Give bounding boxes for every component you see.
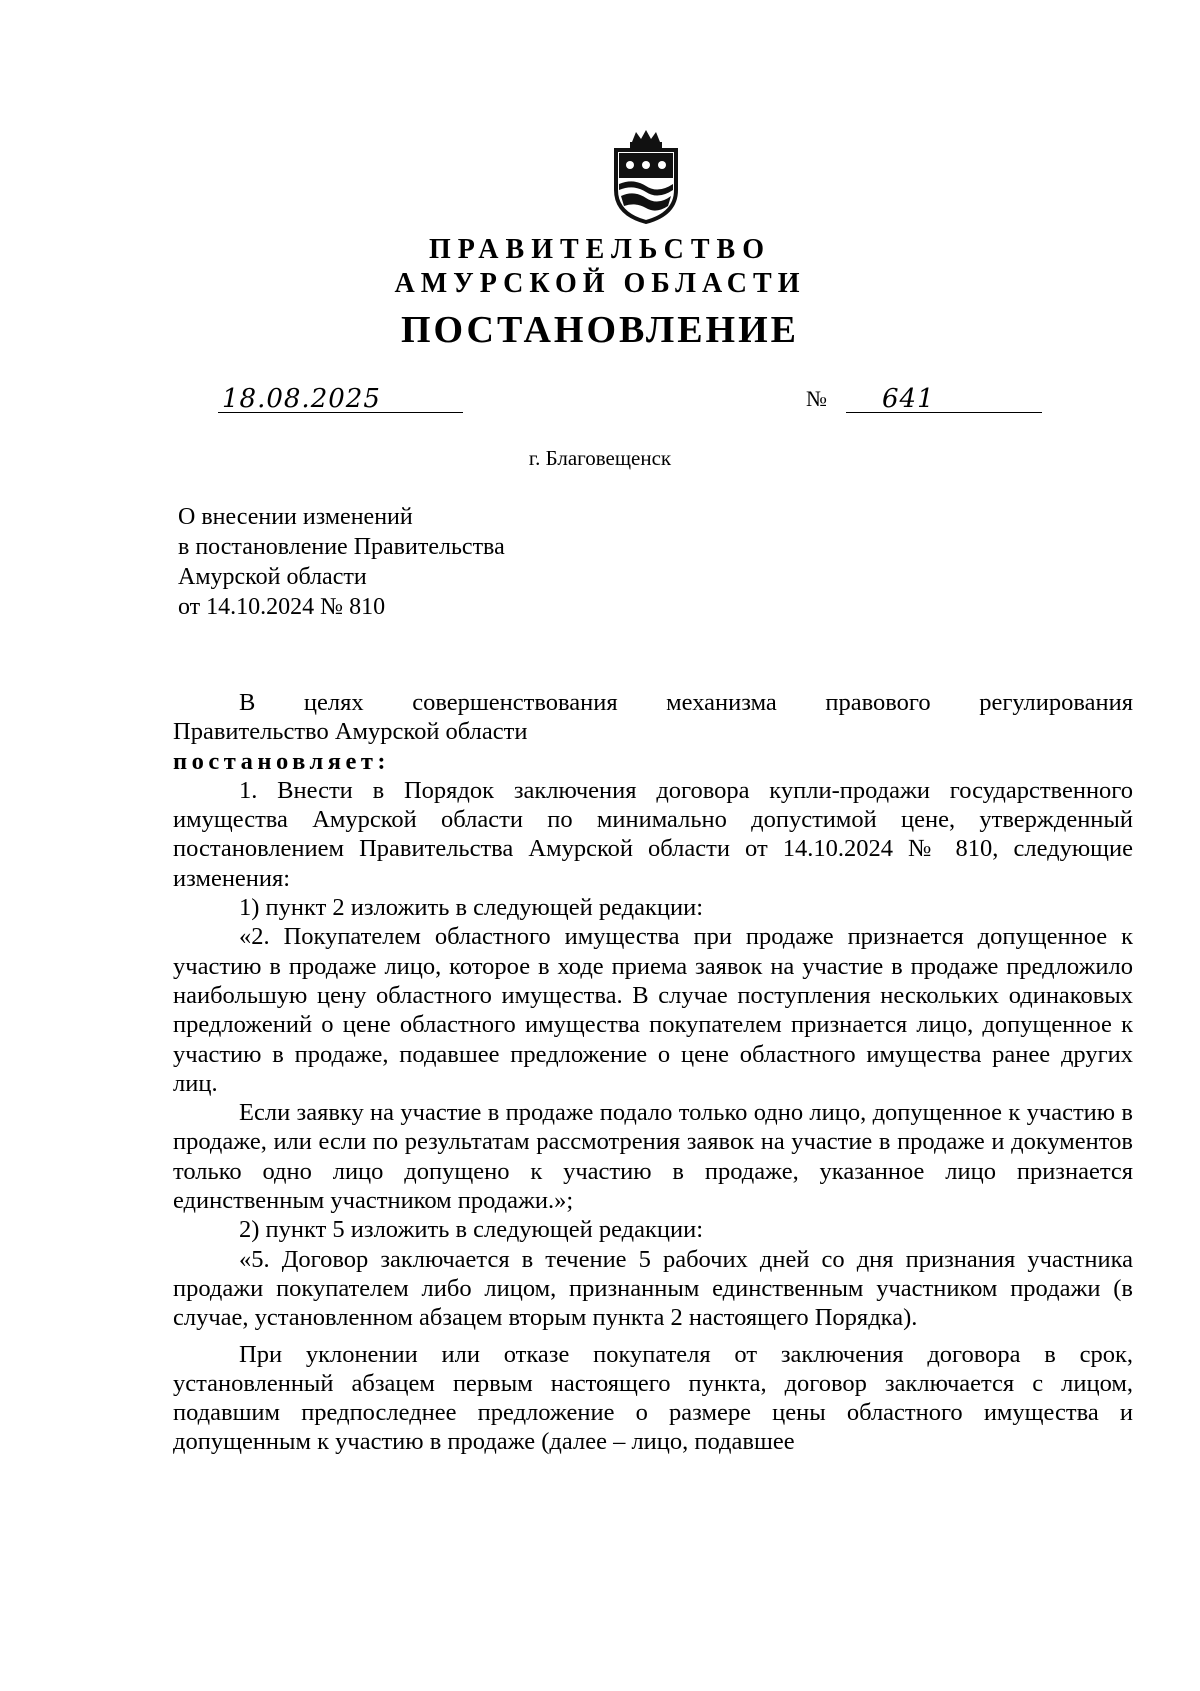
government-title-line1: ПРАВИТЕЛЬСТВО	[429, 234, 771, 265]
subject-line: в постановление Правительства	[178, 534, 505, 560]
decree-word: постановляет:	[173, 747, 391, 775]
document-body	[173, 688, 1133, 1457]
handwritten-date: 18.08.2025	[222, 384, 381, 414]
government-title-line2: АМУРСКОЙ ОБЛАСТИ	[394, 268, 806, 299]
preamble-line1: В целях совершенствования механизма правового регулирования	[239, 689, 1133, 716]
paragraph-point-5-text: «5. Договор заключается в течение 5 рабочих дней со дня признания участника продажи покупателем либо лицом, признанным единственным участником продажи (в случае, установленном абзацем вторым пункта 2 настоящего Порядка).	[173, 1245, 1133, 1332]
subject-line: О внесении изменений	[178, 504, 413, 530]
document-type-title: ПОСТАНОВЛЕНИЕ	[400, 309, 800, 351]
subject-line: Амурской области	[178, 564, 367, 590]
paragraph-point-5-second: При уклонении или отказе покупателя от заключения договора в срок, установленный абзацем первым настоящего пункта, договор заключается с лицом, подавшим предпоследнее предложение о размере цены областного имущества и допущенным к участию в продаже (далее – лицо, подавшее	[173, 1340, 1133, 1456]
paragraph-point-2-second: Если заявку на участие в продаже подало только одно лицо, допущенное к участию в продаже, или если по результатам рассмотрения заявок на участие в продаже и документов только одно лицо допущено к участию в продаже, указанное лицо признается единственным участником продажи.»;	[173, 1099, 1133, 1215]
amur-region-coat-of-arms-icon	[608, 128, 684, 224]
city-name: г. Благовещенск	[528, 446, 672, 470]
handwritten-number: 641	[882, 384, 935, 414]
paragraph-subitem-2: 2) пункт 5 изложить в следующей редакции:	[239, 1216, 704, 1244]
paragraph-subitem-1: 1) пункт 2 изложить в следующей редакции:	[239, 894, 704, 922]
document-subject	[178, 502, 505, 622]
preamble-line2: Правительство Амурской области	[173, 718, 528, 746]
number-field	[846, 384, 1042, 414]
paragraph-point-2-text: «2. Покупателем областного имущества при продаже признается допущенное к участию в продаже лицо, которое в ходе приема заявок на участие в продаже предложило наибольшую цену областного имущества. В случае поступления нескольких одинаковых предложений о цене областного имущества покупателем признается лицо, допущенное к участию в продаже, подавшее предложение о цене областного имущества ранее других лиц.	[173, 923, 1133, 1097]
number-sign: №	[806, 386, 827, 411]
subject-line: от 14.10.2024 № 810	[178, 594, 386, 620]
paragraph-item-1: 1. Внести в Порядок заключения договора купли-продажи государственного имущества Амурской области по минимально допустимой цене, утвержденный постановлением Правительства Амурской области от 14.10.2024 № 810, следующие изменения:	[173, 776, 1133, 892]
decree-word-paragraph	[173, 747, 1133, 776]
date-field	[218, 384, 463, 414]
